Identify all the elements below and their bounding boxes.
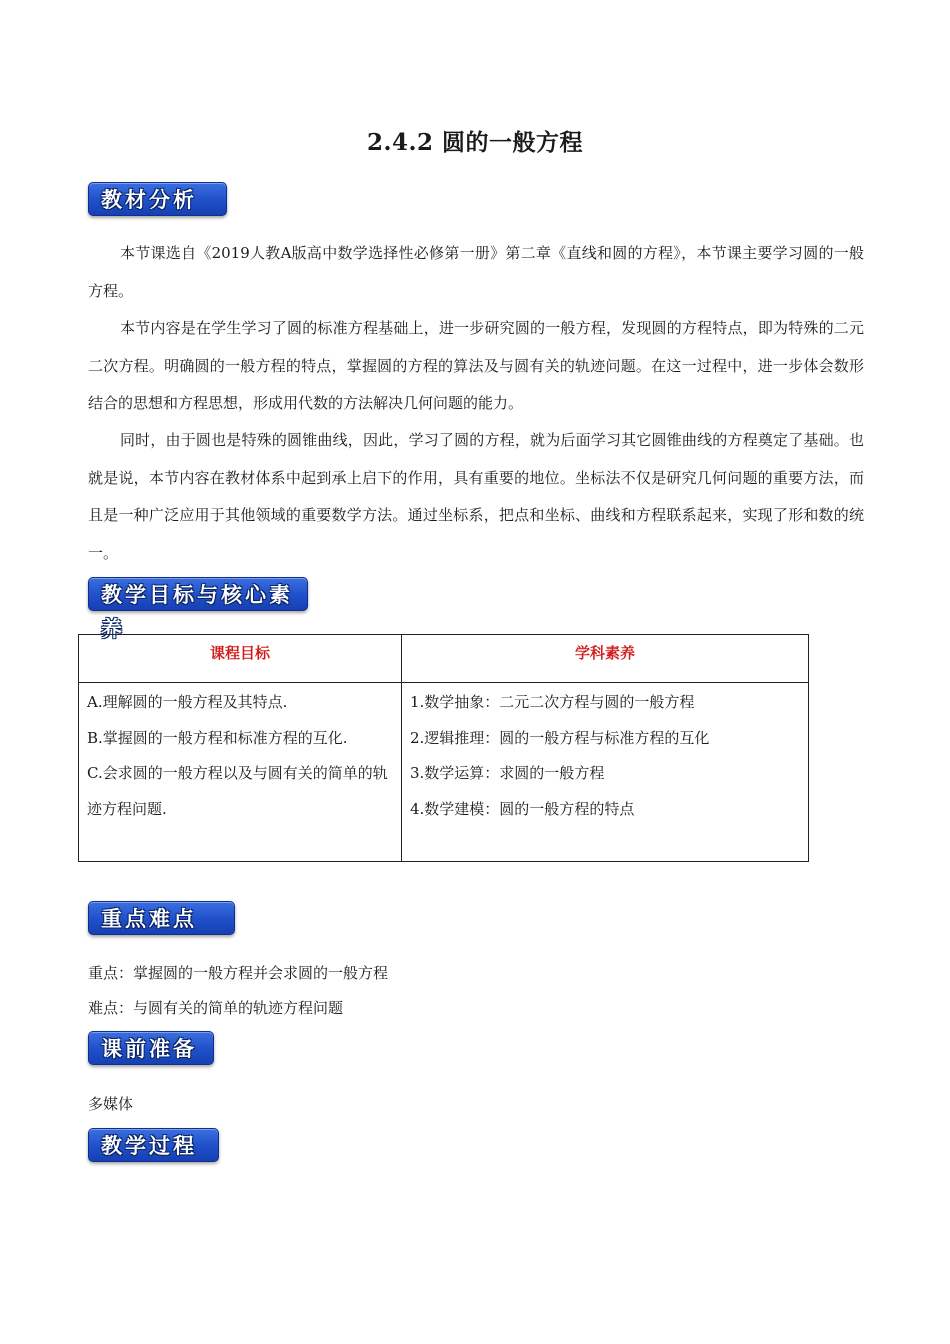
literacy-item: 1.数学抽象：二元二次方程与圆的一般方程 (410, 693, 695, 711)
table-row (79, 683, 809, 862)
goals-table (78, 634, 809, 862)
literacy-cell (402, 683, 809, 862)
literacy-item: 3.数学运算：求圆的一般方程 (410, 764, 605, 782)
literacy-item: 2.逻辑推理：圆的一般方程与标准方程的互化 (410, 728, 710, 747)
literacy-item: 4.数学建模：圆的一般方程的特点 (410, 799, 635, 818)
section-badge-process: 教学过程 (88, 1128, 219, 1162)
section-badge-key-points: 重点难点 (88, 901, 235, 935)
analysis-paragraph-1: 本节课选自《2019人教A版高中数学选择性必修第一册》第二章《直线和圆的方程》，本节课主要学习圆的一般方程。 (88, 244, 864, 300)
header-literacy: 学科素养 (402, 635, 809, 683)
preparation-text: 多媒体 (88, 1095, 134, 1113)
table-header-row (79, 635, 809, 683)
section-badge-preparation: 课前准备 (88, 1031, 214, 1065)
course-goal-item: A.理解圆的一般方程及其特点. (87, 693, 288, 711)
analysis-paragraph-2: 本节内容是在学生学习了圆的标准方程基础上，进一步研究圆的一般方程，发现圆的方程特点，即为特殊的二元二次方程。明确圆的一般方程的特点，掌握圆的方程的算法及与圆有关的轨迹问题。在这一过程中，进一步体会数形结合的思想和方程思想，形成用代数的方法解决几何问题的能力。 (88, 319, 864, 412)
section-badge-analysis: 教材分析 (88, 182, 227, 216)
header-course-goals: 课程目标 (79, 635, 402, 683)
page-title: 2.4.2 圆的一般方程 (366, 129, 584, 156)
course-goal-item: B.掌握圆的一般方程和标准方程的互化. (87, 728, 348, 747)
course-goal-item: C.会求圆的一般方程以及与圆有关的简单的轨迹方程问题. (87, 764, 388, 818)
course-goals-cell (79, 683, 402, 862)
key-point-text: 重点：掌握圆的一般方程并会求圆的一般方程 (88, 964, 389, 982)
section-badge-goals: 教学目标与核心素养 (88, 577, 308, 611)
analysis-paragraph-3: 同时，由于圆也是特殊的圆锥曲线，因此，学习了圆的方程，就为后面学习其它圆锥曲线的方程奠定了基础。也就是说，本节内容在教材体系中起到承上启下的作用，具有重要的地位。坐标法不仅是研究几何问题的重要方法，而且是一种广泛应用于其他领域的重要数学方法。通过坐标系，把点和坐标、曲线和方程联系起来，实现了形和数的统一。 (88, 431, 864, 562)
difficult-point-text: 难点：与圆有关的简单的轨迹方程问题 (88, 999, 344, 1017)
